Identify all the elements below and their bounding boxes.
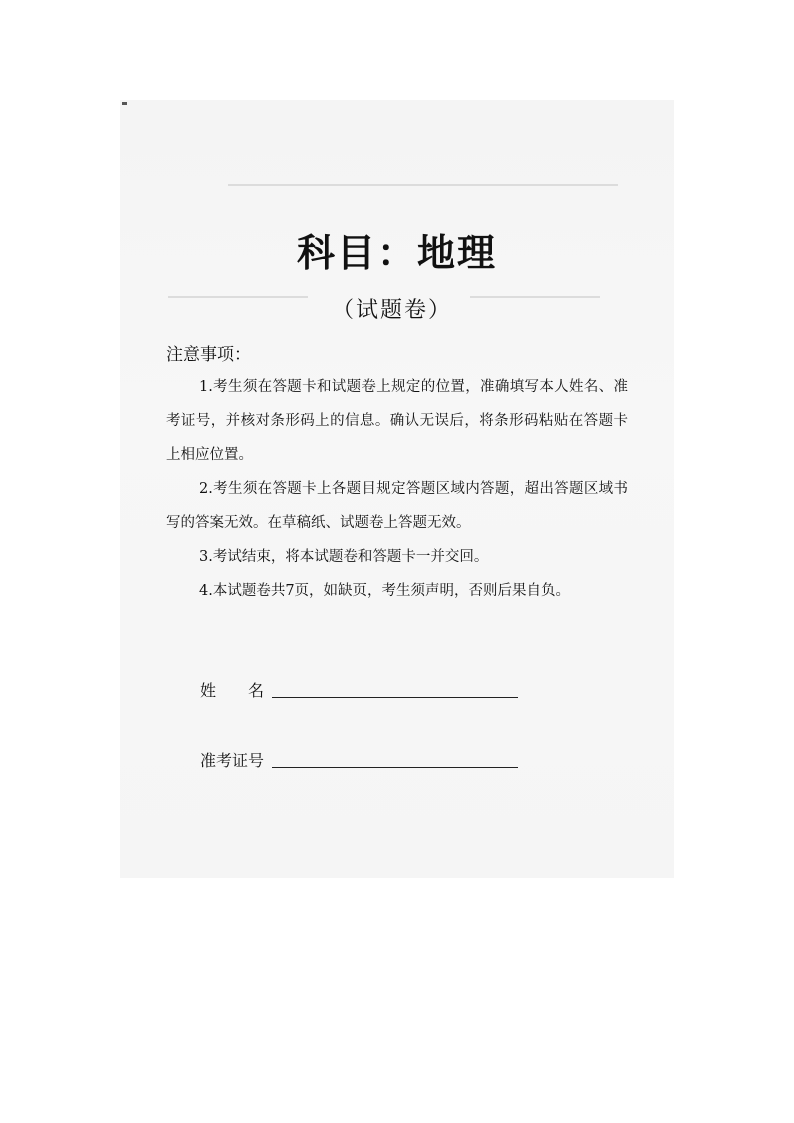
notice-item-1: 1.考生须在答题卡和试题卷上规定的位置，准确填写本人姓名、准考证号，并核对条形码上的信息。确认无误后，将条形码粘贴在答题卡上相应位置。 <box>166 379 628 463</box>
notice-heading: 注意事项： <box>166 345 251 365</box>
notice-item-2: 2.考生须在答题卡上各题目规定答题区域内答题，超出答题区域书写的答案无效。在草稿纸、试题卷上答题无效。 <box>166 481 628 531</box>
notice-item-4: 4.本试题卷共7页，如缺页，考生须声明，否则后果自负。 <box>199 583 571 599</box>
notice-list <box>166 370 628 608</box>
page-subtitle: （试题卷） <box>331 298 452 323</box>
exam-id-label: 准考证号 <box>200 751 265 770</box>
exam-id-line[interactable] <box>272 749 518 768</box>
scan-corner-mark <box>122 102 127 105</box>
name-label: 姓 名 <box>200 681 265 700</box>
bleed-through-line <box>228 184 618 186</box>
name-line[interactable] <box>272 679 518 698</box>
name-field[interactable] <box>200 678 518 701</box>
notice-item-3: 3.考试结束，将本试题卷和答题卡一并交回。 <box>199 549 489 565</box>
page-title: 科目：地理 <box>296 231 497 275</box>
exam-id-field[interactable] <box>200 748 518 771</box>
